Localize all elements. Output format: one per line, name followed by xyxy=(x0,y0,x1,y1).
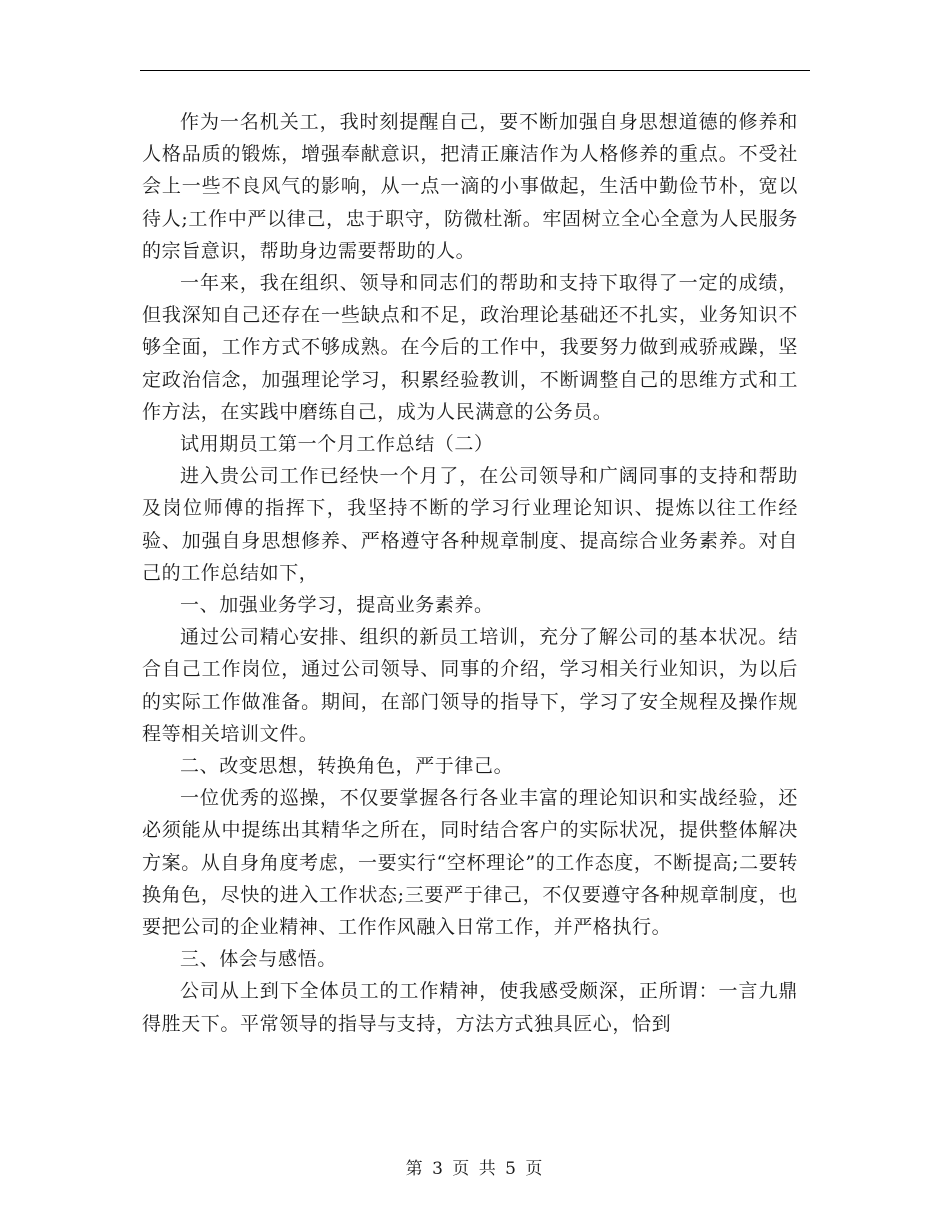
section-heading: 二、改变思想，转换角色，严于律己。 xyxy=(180,755,514,778)
paragraph: 作为一名机关工，我时刻提醒自己，要不断加强自身思想道德的修养和人格品质的锻炼，增强奉献意识，把清正廉洁作为人格修养的重点。不受社会上一些不良风气的影响，从一点一滴的小事做起，生活中勤俭节朴，宽以待人;工作中严以律己，忠于职守，防微杜渐。牢固树立全心全意为人民服务的宗旨意识，帮助身边需要帮助的人。 xyxy=(142,111,798,262)
paragraph: 公司从上到下全体员工的工作精神，使我感受颇深，正所谓：一言九鼎得胜天下。平常领导的指导与支持，方法方式独具匠心，恰到 xyxy=(142,980,798,1035)
section-heading: 一、加强业务学习，提高业务素养。 xyxy=(180,594,494,617)
paragraph: 进入贵公司工作已经快一个月了，在公司领导和广阔同事的支持和帮助及岗位师傅的指挥下，我坚持不断的学习行业理论知识、提炼以往工作经验、加强自身思想修养、严格遵守各种规章制度、提高综合业务素养。对自己的工作总结如下， xyxy=(142,465,798,584)
paragraph: 一位优秀的巡操，不仅要掌握各行各业丰富的理论知识和实战经验，还必须能从中提练出其精华之所在，同时结合客户的实际状况，提供整体解决方案。从自身角度考虑，一要实行“空杯理论”的工作态度，不断提高;二要转换角色，尽快的进入工作状态;三要严于律己，不仅要遵守各种规章制度，也要把公司的企业精神、工作作风融入日常工作，并严格执行。 xyxy=(142,787,798,939)
paragraph: 一年来，我在组织、领导和同志们的帮助和支持下取得了一定的成绩，但我深知自己还存在一些缺点和不足，政治理论基础还不扎实，业务知识不够全面，工作方式不够成熟。在今后的工作中，我要努力做到戒骄戒躁，坚定政治信念，加强理论学习，积累经验教训，不断调整自己的思维方式和工作方法，在实践中磨练自己，成为人民满意的公务员。 xyxy=(142,272,798,423)
paragraph: 通过公司精心安排、组织的新员工培训，充分了解公司的基本状况。结合自己工作岗位，通过公司领导、同事的介绍，学习相关行业知识，为以后的实际工作做准备。期间，在部门领导的指导下，学习了安全规程及操作规程等相关培训文件。 xyxy=(142,626,798,745)
section-title: 试用期员工第一个月工作总结（二） xyxy=(180,433,494,456)
section-heading: 三、体会与感悟。 xyxy=(180,948,337,971)
document-body xyxy=(142,106,798,1040)
page-footer: 第 3 页 共 5 页 xyxy=(405,1159,545,1179)
header-rule xyxy=(140,70,810,71)
